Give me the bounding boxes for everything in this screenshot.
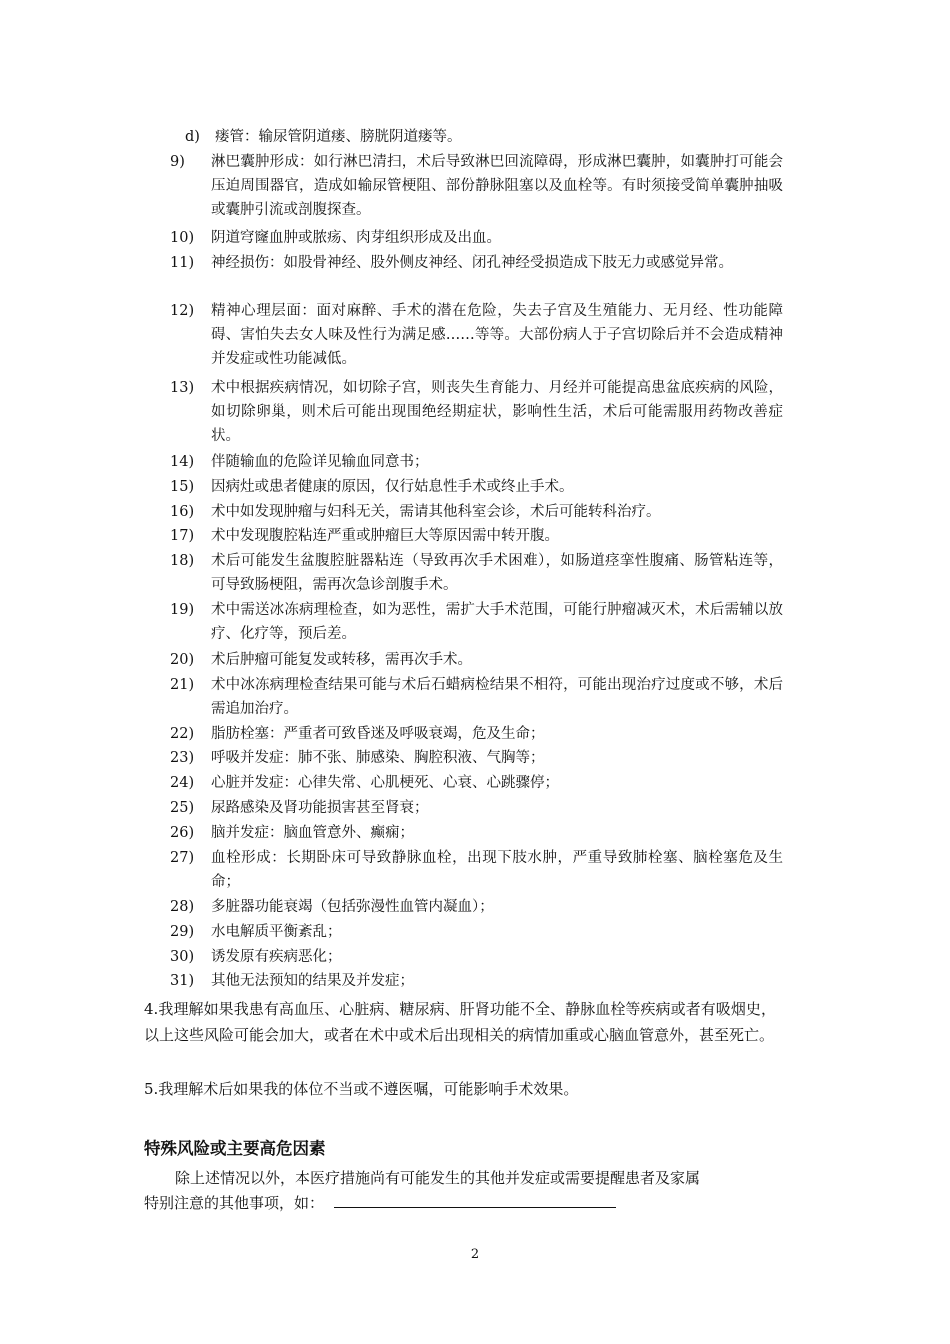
list-text: 术中需送冰冻病理检查，如为恶性，需扩大手术范围，可能行肿瘤减灭术，术后需辅以放疗、化疗等，预后差。 [211,602,783,642]
list-text: 术中发现腹腔粘连严重或肿瘤巨大等原因需中转开腹。 [211,528,559,544]
list-number: 20) [170,652,195,668]
list-number: 29) [170,924,195,940]
list-number: 19) [170,602,195,618]
section-heading: 特殊风险或主要高危因素 [144,1139,326,1158]
list-number: 30) [170,949,195,965]
list-text: 因病灶或患者健康的原因，仅行姑息性手术或终止手术。 [211,479,574,495]
list-number: 25) [170,800,195,816]
fill-in-blank-line[interactable] [334,1191,616,1208]
list-number: 10) [170,230,195,246]
list-text: 淋巴囊肿形成：如行淋巴清扫，术后导致淋巴回流障碍，形成淋巴囊肿，如囊肿打可能会压迫周围器官，造成如输尿管梗阻、部份静脉阻塞以及血栓等。有时须接受简单囊肿抽吸或囊肿引流或剖腹探查。 [211,154,783,218]
list-text: 呼吸并发症：肺不张、肺感染、胸腔积液、气胸等； [211,750,545,766]
list-text: 水电解质平衡紊乱； [211,924,342,940]
list-number: 9) [170,154,185,170]
list-text: 精神心理层面：面对麻醉、手术的潜在危险，失去子宫及生殖能力、无月经、性功能障碍、害怕失去女人味及性行为满足感……等等。大部份病人于子宫切除后并不会造成精神并发症或性功能减低。 [211,303,783,367]
list-number: 11) [170,255,195,271]
list-text: 术中如发现肿瘤与妇科无关，需请其他科室会诊，术后可能转科治疗。 [211,504,661,520]
list-text: 诱发原有疾病恶化； [211,949,342,965]
list-number: 23) [170,750,195,766]
section-line-2: 特别注意的其他事项，如： [144,1194,325,1212]
list-number: 27) [170,850,195,866]
page-number: 2 [470,1247,480,1262]
list-number: 21) [170,677,195,693]
list-number: 17) [170,528,195,544]
list-marker: d) [185,129,200,145]
section-line-2-row [144,1190,776,1216]
list-text: 血栓形成：长期卧床可导致静脉血栓，出现下肢水肿，严重导致肺栓塞、脑栓塞危及生命； [211,850,783,890]
list-text: 多脏器功能衰竭（包括弥漫性血管内凝血）； [211,899,494,915]
list-number: 31) [170,973,195,989]
list-number: 28) [170,899,195,915]
list-number: 26) [170,825,195,841]
list-text: 神经损伤：如股骨神经、股外侧皮神经、闭孔神经受损造成下肢无力或感觉异常。 [211,255,733,271]
paragraph-5: 5.我理解术后如果我的体位不当或不遵医嘱，可能影响手术效果。 [144,1080,579,1098]
list-text: 术后肿瘤可能复发或转移，需再次手术。 [211,652,472,668]
list-number: 12) [170,303,195,319]
list-text: 术中冰冻病理检查结果可能与术后石蜡病检结果不相符，可能出现治疗过度或不够，术后需追加治疗。 [211,677,783,717]
list-number: 24) [170,775,195,791]
list-number: 22) [170,726,195,742]
list-text: 术后可能发生盆腹腔脏器粘连（导致再次手术困难），如肠道痉挛性腹痛、肠管粘连等，可导致肠梗阻，需再次急诊剖腹手术。 [211,553,783,593]
list-text: 伴随输血的危险详见输血同意书； [211,454,429,470]
list-text: 尿路感染及肾功能损害甚至肾衰； [211,800,429,816]
paragraph-4: 4.我理解如果我患有高血压、心脏病、糖尿病、肝肾功能不全、静脉血栓等疾病或者有吸烟史，以上这些风险可能会加大，或者在术中或术后出现相关的病情加重或心脑血管意外，甚至死亡。 [144,1000,776,1044]
list-number: 15) [170,479,195,495]
list-text: 阴道穹窿血肿或脓疡、肉芽组织形成及出血。 [211,230,501,246]
list-text: 脂肪栓塞：严重者可致昏迷及呼吸衰竭，危及生命； [211,726,545,742]
list-text: 心脏并发症：心律失常、心肌梗死、心衰、心跳骤停； [211,775,559,791]
list-number: 16) [170,504,195,520]
list-text: 术中根据疾病情况，如切除子宫，则丧失生育能力、月经并可能提高患盆底疾病的风险，如切除卵巢，则术后可能出现围绝经期症状，影响性生活，术后可能需服用药物改善症状。 [211,380,783,444]
list-number: 13) [170,380,195,396]
list-number: 14) [170,454,195,470]
list-number: 18) [170,553,195,569]
list-text: 瘘管：输尿管阴道瘘、膀胱阴道瘘等。 [215,129,462,145]
list-text: 脑并发症：脑血管意外、癫痫； [211,825,414,841]
section-line-1: 除上述情况以外，本医疗措施尚有可能发生的其他并发症或需要提醒患者及家属 [175,1169,701,1187]
list-text: 其他无法预知的结果及并发症； [211,973,414,989]
